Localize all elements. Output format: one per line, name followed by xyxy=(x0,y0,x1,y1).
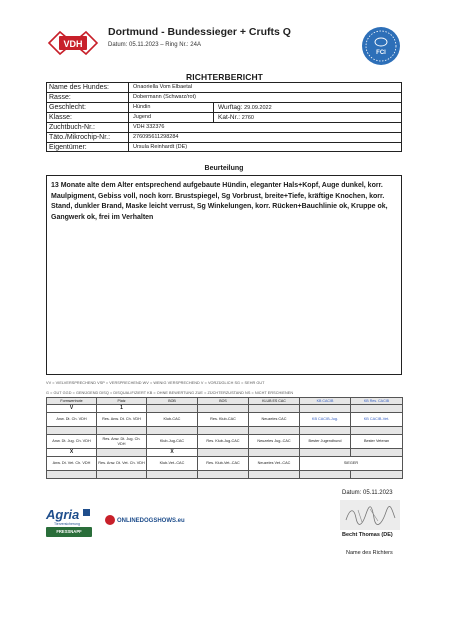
grid-mark-cell xyxy=(198,405,249,413)
fci-logo-text: FCI xyxy=(376,50,386,56)
document-title: RICHTERBERICHT xyxy=(186,72,263,82)
grid-title-cell: Res. Klub-Vet.-CAC xyxy=(198,457,249,471)
birthdate-value: 29.09.2022 xyxy=(244,105,272,111)
show-title: Dortmund - Bundessieger + Crufts Q xyxy=(108,26,291,38)
grid-mark-cell xyxy=(300,427,351,435)
vdh-logo xyxy=(47,30,99,56)
grid-title-cell: Neuzeles Vet.-CAC xyxy=(249,457,300,471)
grid-title-cell: Res. Anw. Dt. Vet. Ch. VDH xyxy=(97,457,147,471)
dog-info-table xyxy=(46,82,402,152)
grid-title-cell: Bester Veteran xyxy=(351,435,403,449)
grid-header-cell: Platz xyxy=(97,398,147,405)
onlinedogshows-logo-text: ONLINEDOGSHOWS.eu xyxy=(117,518,185,524)
judge-signature xyxy=(340,500,400,530)
info-value: Ursula Reinhardt (DE) xyxy=(133,144,188,150)
grid-mark-cell xyxy=(198,449,249,457)
grading-grid xyxy=(46,397,403,479)
agria-logo-text: Agria xyxy=(46,507,80,522)
grid-title-cell: Res. Anw. Dt. Jug. Ch. VDH xyxy=(97,435,147,449)
vdh-logo-text: VDH xyxy=(63,39,83,49)
grid-mark-cell: 1 xyxy=(97,405,147,413)
info-row-owner xyxy=(46,142,402,152)
info-row-breed xyxy=(46,92,402,102)
grid-header-cell: BOB xyxy=(147,398,198,405)
agria-logo xyxy=(46,505,94,527)
grid-title-cell: Bester Jugendhund xyxy=(300,435,351,449)
grid-header-row xyxy=(47,398,403,405)
grid-header-cell: BOS xyxy=(198,398,249,405)
grid-mark-cell xyxy=(351,449,403,457)
grid-title-cell: Res. Anw. Dt. Ch. VDH xyxy=(97,413,147,427)
info-row-studbook xyxy=(46,122,402,132)
grid-title-cell: Klub-Jug-CAC xyxy=(147,435,198,449)
grid-mark-cell xyxy=(351,471,403,479)
grid-mark-row xyxy=(47,471,403,479)
grid-mark-cell: V xyxy=(47,405,97,413)
catalog-value: 2760 xyxy=(241,115,254,121)
info-value: Onaoriella Vom Elbaetal xyxy=(133,84,193,90)
grid-mark-cell xyxy=(47,427,97,435)
grid-header-cell: KLUB ES CAC xyxy=(249,398,300,405)
grid-mark-cell: X xyxy=(47,449,97,457)
rating-legend-line-1: VV = VIELVERSPRECHEND VSP = VERSPRECHEND WV = WENIG VERSPRECHEND V = VORZÜGLICH SG = SEHR GUT xyxy=(46,381,265,385)
grid-title-cell: Res. Klub-CAC xyxy=(198,413,249,427)
agria-logo-subtext: Tierversicherung xyxy=(54,522,80,526)
grid-title-cell: Anw. Dt. Jug. Ch. VDH xyxy=(47,435,97,449)
info-value: Hündin xyxy=(129,103,214,112)
grid-title-cell: SIEGER xyxy=(300,457,403,471)
grid-mark-cell xyxy=(147,405,198,413)
grid-title-row xyxy=(47,413,403,427)
grid-title-cell: Klub-Vet.-CAC xyxy=(147,457,198,471)
grid-title-cell: Anw. Dt. Ch. VDH xyxy=(47,413,97,427)
info-value: VDH 332376 xyxy=(133,124,165,130)
grid-mark-cell xyxy=(97,427,147,435)
info-label: Rasse: xyxy=(47,93,129,102)
info-value: Dobermann (Schwarz/rot) xyxy=(133,94,196,100)
info-label: Täto./Mikrochip-Nr.: xyxy=(47,133,129,142)
info-label: Klasse: xyxy=(47,113,129,122)
fressnapf-logo: FRESSNAPF xyxy=(46,527,92,537)
info-label: Eigentümer: xyxy=(47,143,129,151)
grid-header-cell: KB CACIB xyxy=(300,398,351,405)
info-row-sex xyxy=(46,102,402,112)
grid-mark-row xyxy=(47,405,403,413)
grid-mark-cell xyxy=(147,427,198,435)
info-row-name xyxy=(46,82,402,92)
grid-mark-cell xyxy=(351,405,403,413)
grid-header-cell: Formwertnote xyxy=(47,398,97,405)
info-value-catalog xyxy=(214,113,401,122)
info-row-class xyxy=(46,112,402,122)
fci-logo xyxy=(361,26,401,66)
info-value-birthdate xyxy=(214,103,401,112)
info-label-catalog: Kat-Nr.: xyxy=(218,114,241,121)
grid-mark-cell xyxy=(97,449,147,457)
grid-mark-row xyxy=(47,427,403,435)
grid-mark-cell xyxy=(300,471,351,479)
grid-title-cell: Neuzeles Jug.-CAC xyxy=(249,435,300,449)
grid-title-cell: Klub-CAC xyxy=(147,413,198,427)
grid-title-cell: Neuzeles CAC xyxy=(249,413,300,427)
show-date-ring: Datum: 05.11.2023 – Ring Nr.: 24A xyxy=(108,42,201,48)
info-label: Geschlecht: xyxy=(47,103,129,112)
grid-mark-cell xyxy=(198,471,249,479)
grid-mark-cell xyxy=(147,471,198,479)
grid-mark-cell xyxy=(249,427,300,435)
grid-mark-row xyxy=(47,449,403,457)
beurteilung-text: 13 Monate alte dem Alter entsprechend aufgebaute Hündin, eleganter Hals+Kopf, Auge dunkel, korr. Maulpigment, Gebiss voll, noch korr. Brustspiegel, Sg Vorbrust, breite+Tiefe, kräftige Knochen, korr. Stand, dunkler Brand, Maske leicht verrust, Sg Winkelungen, korr. Rücken+Bauchlinie ok, Kruppe ok, Gangwerk ok, frei im Verhalten xyxy=(46,175,402,375)
grid-title-cell: Anw. Dt. Vet. Ch. VDH xyxy=(47,457,97,471)
grid-title-cell: KB CACIB-Vet. xyxy=(351,413,403,427)
info-label: Name des Hundes: xyxy=(47,83,129,92)
info-row-chip xyxy=(46,132,402,142)
grid-mark-cell xyxy=(47,471,97,479)
report-date: Datum: 05.11.2023 xyxy=(342,490,393,496)
grid-mark-cell xyxy=(249,405,300,413)
grid-mark-cell: X xyxy=(147,449,198,457)
info-value: Jugend xyxy=(129,113,214,122)
grid-mark-cell xyxy=(300,449,351,457)
grid-mark-cell xyxy=(249,449,300,457)
judge-name: Becht Thomas (DE) xyxy=(342,532,393,538)
rating-legend-line-2: G = GUT GGD = GENÜGEND DISQ = DISQUALIFIZIERT KB = OHNE BEWERTUNG ZUE = ZÜCHTERZUSTAND NS = NICHT ERSCHIENEN xyxy=(46,391,294,395)
grid-mark-cell xyxy=(351,427,403,435)
beurteilung-title: Beurteilung xyxy=(204,165,244,172)
grid-title-cell: Res. Klub-Jug-CAC xyxy=(198,435,249,449)
grid-mark-cell xyxy=(97,471,147,479)
onlinedogshows-logo xyxy=(104,511,185,529)
grid-header-cell: KB Res. CACIB xyxy=(351,398,403,405)
info-value: 276095611298284 xyxy=(133,134,179,140)
grid-mark-cell xyxy=(249,471,300,479)
grid-mark-cell xyxy=(198,427,249,435)
grid-title-row xyxy=(47,435,403,449)
info-label-birthdate: Wurftag: xyxy=(218,104,243,111)
grid-title-cell: KB CACIB-Jug. xyxy=(300,413,351,427)
grid-mark-cell xyxy=(300,405,351,413)
grid-title-row xyxy=(47,457,403,471)
judge-role-label: Name des Richters xyxy=(346,550,393,556)
info-label: Zuchtbuch-Nr.: xyxy=(47,123,129,132)
